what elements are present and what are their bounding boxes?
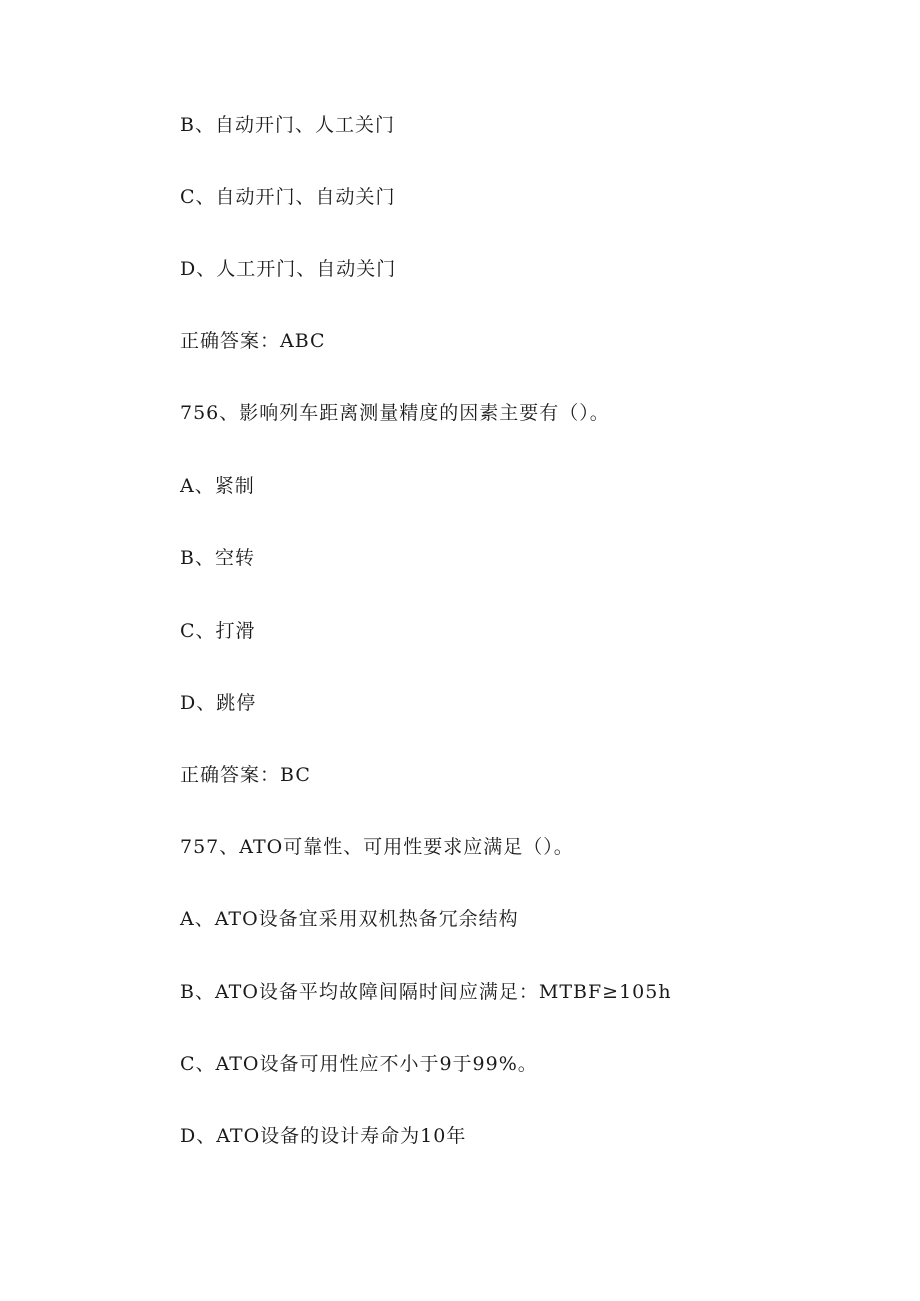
- q755-option-d: D、人工开门、自动关门: [180, 258, 397, 280]
- q757-question: 757、ATO可靠性、可用性要求应满足（）。: [180, 836, 574, 858]
- q756-option-c: C、打滑: [180, 620, 256, 642]
- q756-question: 756、影响列车距离测量精度的因素主要有（）。: [180, 402, 610, 424]
- q756-option-d: D、跳停: [180, 692, 257, 714]
- q755-option-c: C、自动开门、自动关门: [180, 186, 396, 208]
- q755-answer: 正确答案：ABC: [180, 330, 326, 352]
- q757-option-c: C、ATO设备可用性应不小于9于99%。: [180, 1053, 538, 1075]
- q757-option-b: B、ATO设备平均故障间隔时间应满足：MTBF≥105h: [180, 981, 672, 1003]
- q757-option-d: D、ATO设备的设计寿命为10年: [180, 1125, 467, 1147]
- q756-option-b: B、空转: [180, 547, 255, 569]
- q756-answer: 正确答案：BC: [180, 764, 311, 786]
- q756-option-a: A、紧制: [180, 475, 255, 497]
- q755-option-b: B、自动开门、人工关门: [180, 114, 395, 136]
- q757-option-a: A、ATO设备宜采用双机热备冗余结构: [180, 908, 519, 930]
